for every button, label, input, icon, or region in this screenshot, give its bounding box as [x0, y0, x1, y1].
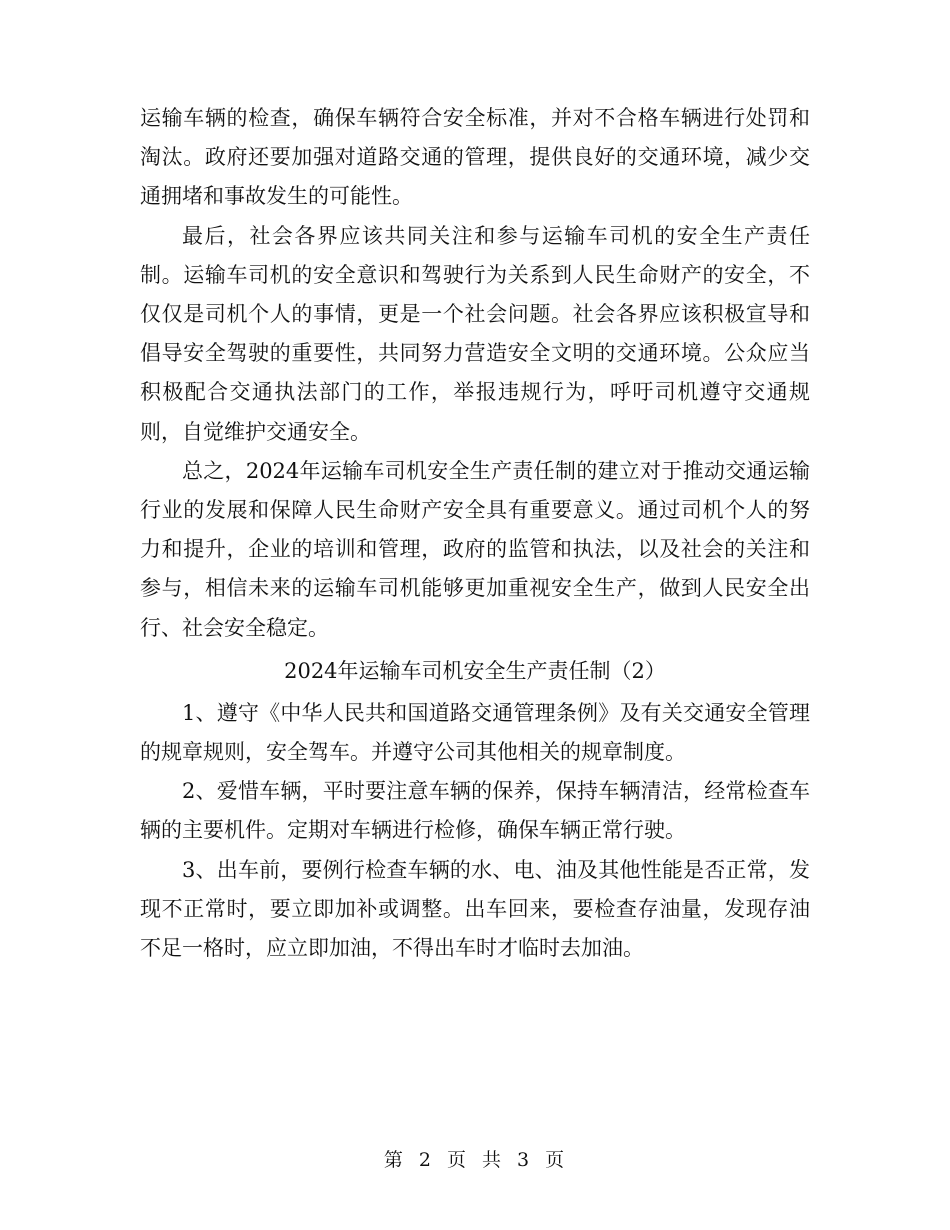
section-title: 2024年运输车司机安全生产责任制（2）: [284, 658, 666, 683]
page-number-footer: 第 2 页 共 3 页: [383, 1149, 567, 1171]
paragraph-conclusion: 总之，2024年运输车司机安全生产责任制的建立对于推动交通运输行业的发展和保障人民生命财产安全具有重要意义。通过司机个人的努力和提升，企业的培训和管理，政府的监管和执法，以及社会的关注和参与，相信未来的运输车司机能够更加重视安全生产，做到人民安全出行、社会安全稳定。: [140, 458, 810, 640]
paragraph-society: 最后，社会各界应该共同关注和参与运输车司机的安全生产责任制。运输车司机的安全意识和驾驶行为关系到人民生命财产的安全，不仅仅是司机个人的事情，更是一个社会问题。社会各界应该积极宣导和倡导安全驾驶的重要性，共同努力营造安全文明的交通环境。公众应当积极配合交通执法部门的工作，举报违规行为，呼吁司机遵守交通规则，自觉维护交通安全。: [140, 223, 810, 444]
list-item-2: 2、爱惜车辆，平时要注意车辆的保养，保持车辆清洁，经常检查车辆的主要机件。定期对车辆进行检修，确保车辆正常行驶。: [140, 779, 810, 843]
list-item-1: 1、遵守《中华人民共和国道路交通管理条例》及有关交通安全管理的规章规则，安全驾车。并遵守公司其他相关的规章制度。: [140, 700, 810, 765]
page-body: [140, 99, 810, 968]
paragraph-continued: 运输车辆的检查，确保车辆符合安全标准，并对不合格车辆进行处罚和淘汰。政府还要加强对道路交通的管理，提供良好的交通环境，减少交通拥堵和事故发生的可能性。: [140, 106, 810, 209]
list-item-3: 3、出车前，要例行检查车辆的水、电、油及其他性能是否正常，发现不正常时，要立即加补或调整。出车回来，要检查存油量，发现存油不足一格时，应立即加油，不得出车时才临时去加油。: [140, 857, 810, 961]
